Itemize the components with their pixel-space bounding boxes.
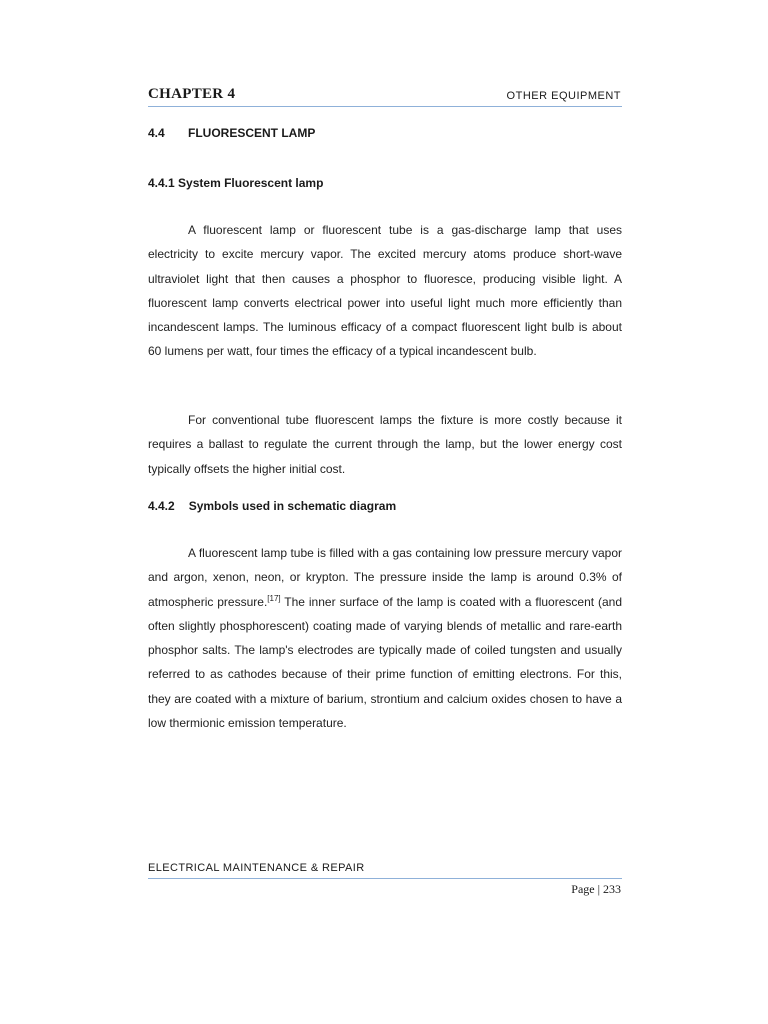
citation-reference[interactable]: [17] xyxy=(267,593,281,603)
subsection-number: 4.4.1 xyxy=(148,176,175,190)
footer-rule xyxy=(148,878,622,879)
paragraph-1: A fluorescent lamp or fluorescent tube is a gas-discharge lamp that uses electricity to excite mercury vapor. The excited mercury atoms produce short-wave ultraviolet light that then causes a phosphor to fluoresce, producing visible light. A fluorescent lamp converts electrical power into useful light much more efficiently than incandescent lamps. The luminous efficacy of a compact fluorescent light bulb is about 60 lumens per watt, four times the efficacy of a typical incandescent bulb. xyxy=(148,223,622,359)
page-number: Page | 233 xyxy=(571,882,621,896)
section-number: 4.4 xyxy=(148,126,165,140)
subsection-number: 4.4.2 xyxy=(148,499,175,513)
chapter-heading: CHAPTER 4 xyxy=(148,86,236,102)
subsection-title: Symbols used in schematic diagram xyxy=(188,499,397,513)
section-title: FLUORESCENT LAMP xyxy=(188,126,316,140)
subsection-title: System Fluorescent lamp xyxy=(178,176,324,190)
header-rule xyxy=(148,106,622,107)
section-heading xyxy=(148,126,315,140)
subsection-heading-1 xyxy=(148,176,323,190)
subsection-heading-2 xyxy=(148,499,396,513)
paragraph-text: A fluorescent lamp tube is filled with a gas containing low pressure mercury vapor and argon, xenon, neon, or krypton. The pressure inside the lamp is around 0.3% of atmospheric pressure. xyxy=(148,546,622,609)
running-header-title: OTHER EQUIPMENT xyxy=(506,90,621,102)
paragraph-text: The inner surface of the lamp is coated with a fluorescent (and often slightly phosphorescent) coating made of varying blends of metallic and rare-earth phosphor salts. The lamp's electrodes are typically made of coiled tungsten and usually referred to as cathodes because of their prime function of emitting electrons. For this, they are coated with a mixture of barium, strontium and calcium oxides chosen to have a low thermionic emission temperature. xyxy=(148,594,622,731)
footer-book-title: ELECTRICAL MAINTENANCE & REPAIR xyxy=(148,862,365,874)
paragraph-2: For conventional tube fluorescent lamps the fixture is more costly because it requires a ballast to regulate the current through the lamp, but the lower energy cost typically offsets the higher initial cost. xyxy=(148,413,622,476)
paragraph-3 xyxy=(148,541,622,735)
